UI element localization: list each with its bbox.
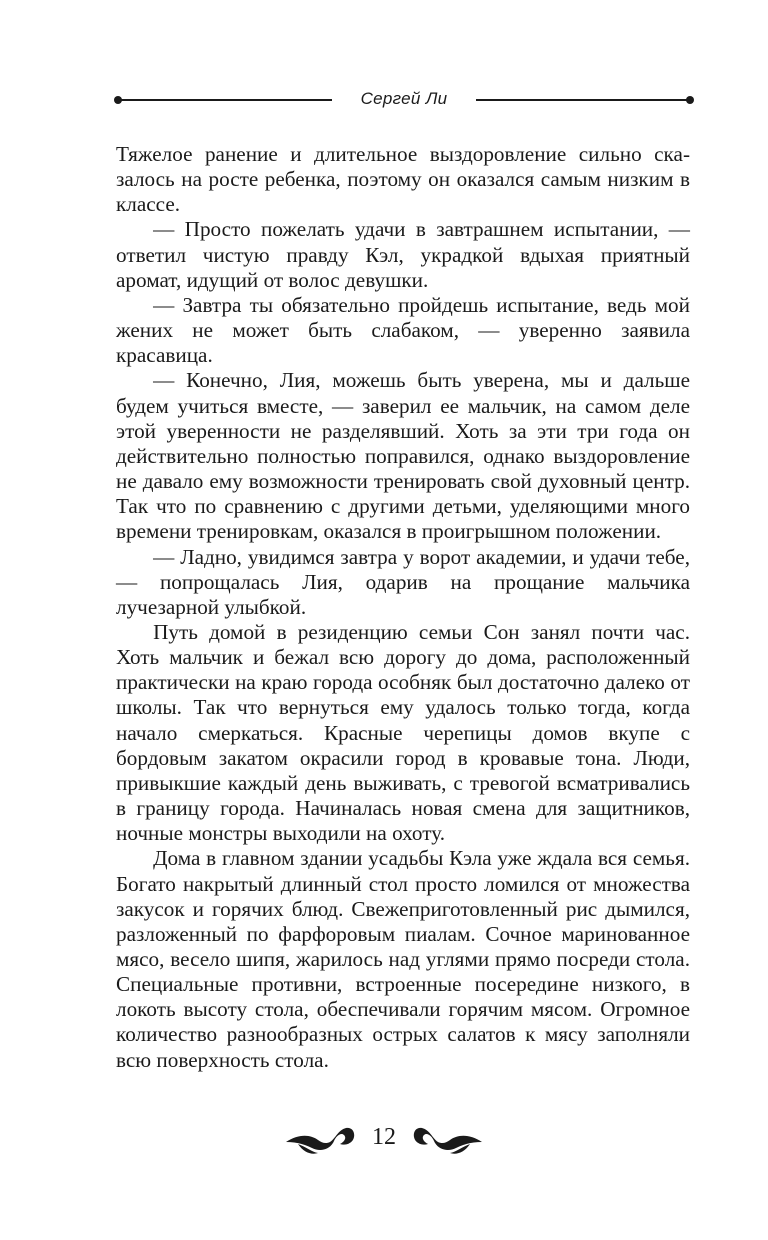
paragraph: — Ладно, увидимся завтра у ворот академии, и удачи тебе, — попрощалась Лия, одарив на прощание мальчика лучезарной улыбкой. bbox=[116, 544, 690, 619]
header-dot-right bbox=[686, 96, 694, 104]
paragraph: Дома в главном здании усадьбы Кэла уже ждала вся семья. Богато накрытый длинный стол просто ломился от множества закусок и горячих блюд. Свежеприготовленный рис дымился, разложенный по фарфоровым пиалам. Сочное маринованное мясо, весело шипя, жарилось над углями прямо посреди стола. Специальные противни, встроенные посередине низкого, в локоть высоту стола, обеспечивали горячим мясом. Огромное количество разнообразных острых салатов к мясу заполняли всю поверхность стола. bbox=[116, 846, 690, 1072]
scroll-ornament-icon bbox=[412, 1122, 484, 1156]
page-footer bbox=[284, 1118, 484, 1162]
header-rule-right bbox=[476, 99, 688, 101]
paragraph: — Конечно, Лия, можешь быть уверена, мы и дальше будем учиться вместе, — заверил ее мальчик, на самом деле этой уверенности не разделявший. Хоть за эти три года он действительно полностью поправился, однако выздоровление не давало ему возможности тренировать свой духовный центр. Так что по сравнению с другими детьми, уделяющими много времени тренировкам, оказался в проигрышном положении. bbox=[116, 368, 690, 544]
paragraph: Путь домой в резиденцию семьи Сон занял почти час. Хоть мальчик и бежал всю дорогу до дома, расположенный практически на краю города особняк был достаточно далеко от школы. Так что вернуться ему удалось только тогда, когда начало смеркаться. Красные черепицы домов вкупе с бордовым закатом окрасили город в кровавые тона. Люди, привыкшие каждый день выживать, с тревогой всматривались в границу города. Начиналась новая смена для защитников, ночные монстры выходили на охоту. bbox=[116, 619, 690, 846]
header-author: Сергей Ли bbox=[360, 89, 448, 108]
paragraph: — Просто пожелать удачи в завтрашнем испытании, — ответил чистую правду Кэл, украдкой вдыхая приятный аромат, идущий от волос девушки. bbox=[116, 217, 690, 292]
body-text bbox=[116, 142, 690, 1073]
paragraph: Тяжелое ранение и длительное выздоровление сильно сказалось на росте ребенка, поэтому он оказался самым низким в классе. bbox=[116, 142, 690, 217]
page-number: 12 bbox=[372, 1124, 396, 1150]
paragraph: — Завтра ты обязательно пройдешь испытание, ведь мой жених не может быть слабаком, — уверенно заявила красавица. bbox=[116, 292, 690, 368]
running-header bbox=[112, 86, 696, 114]
